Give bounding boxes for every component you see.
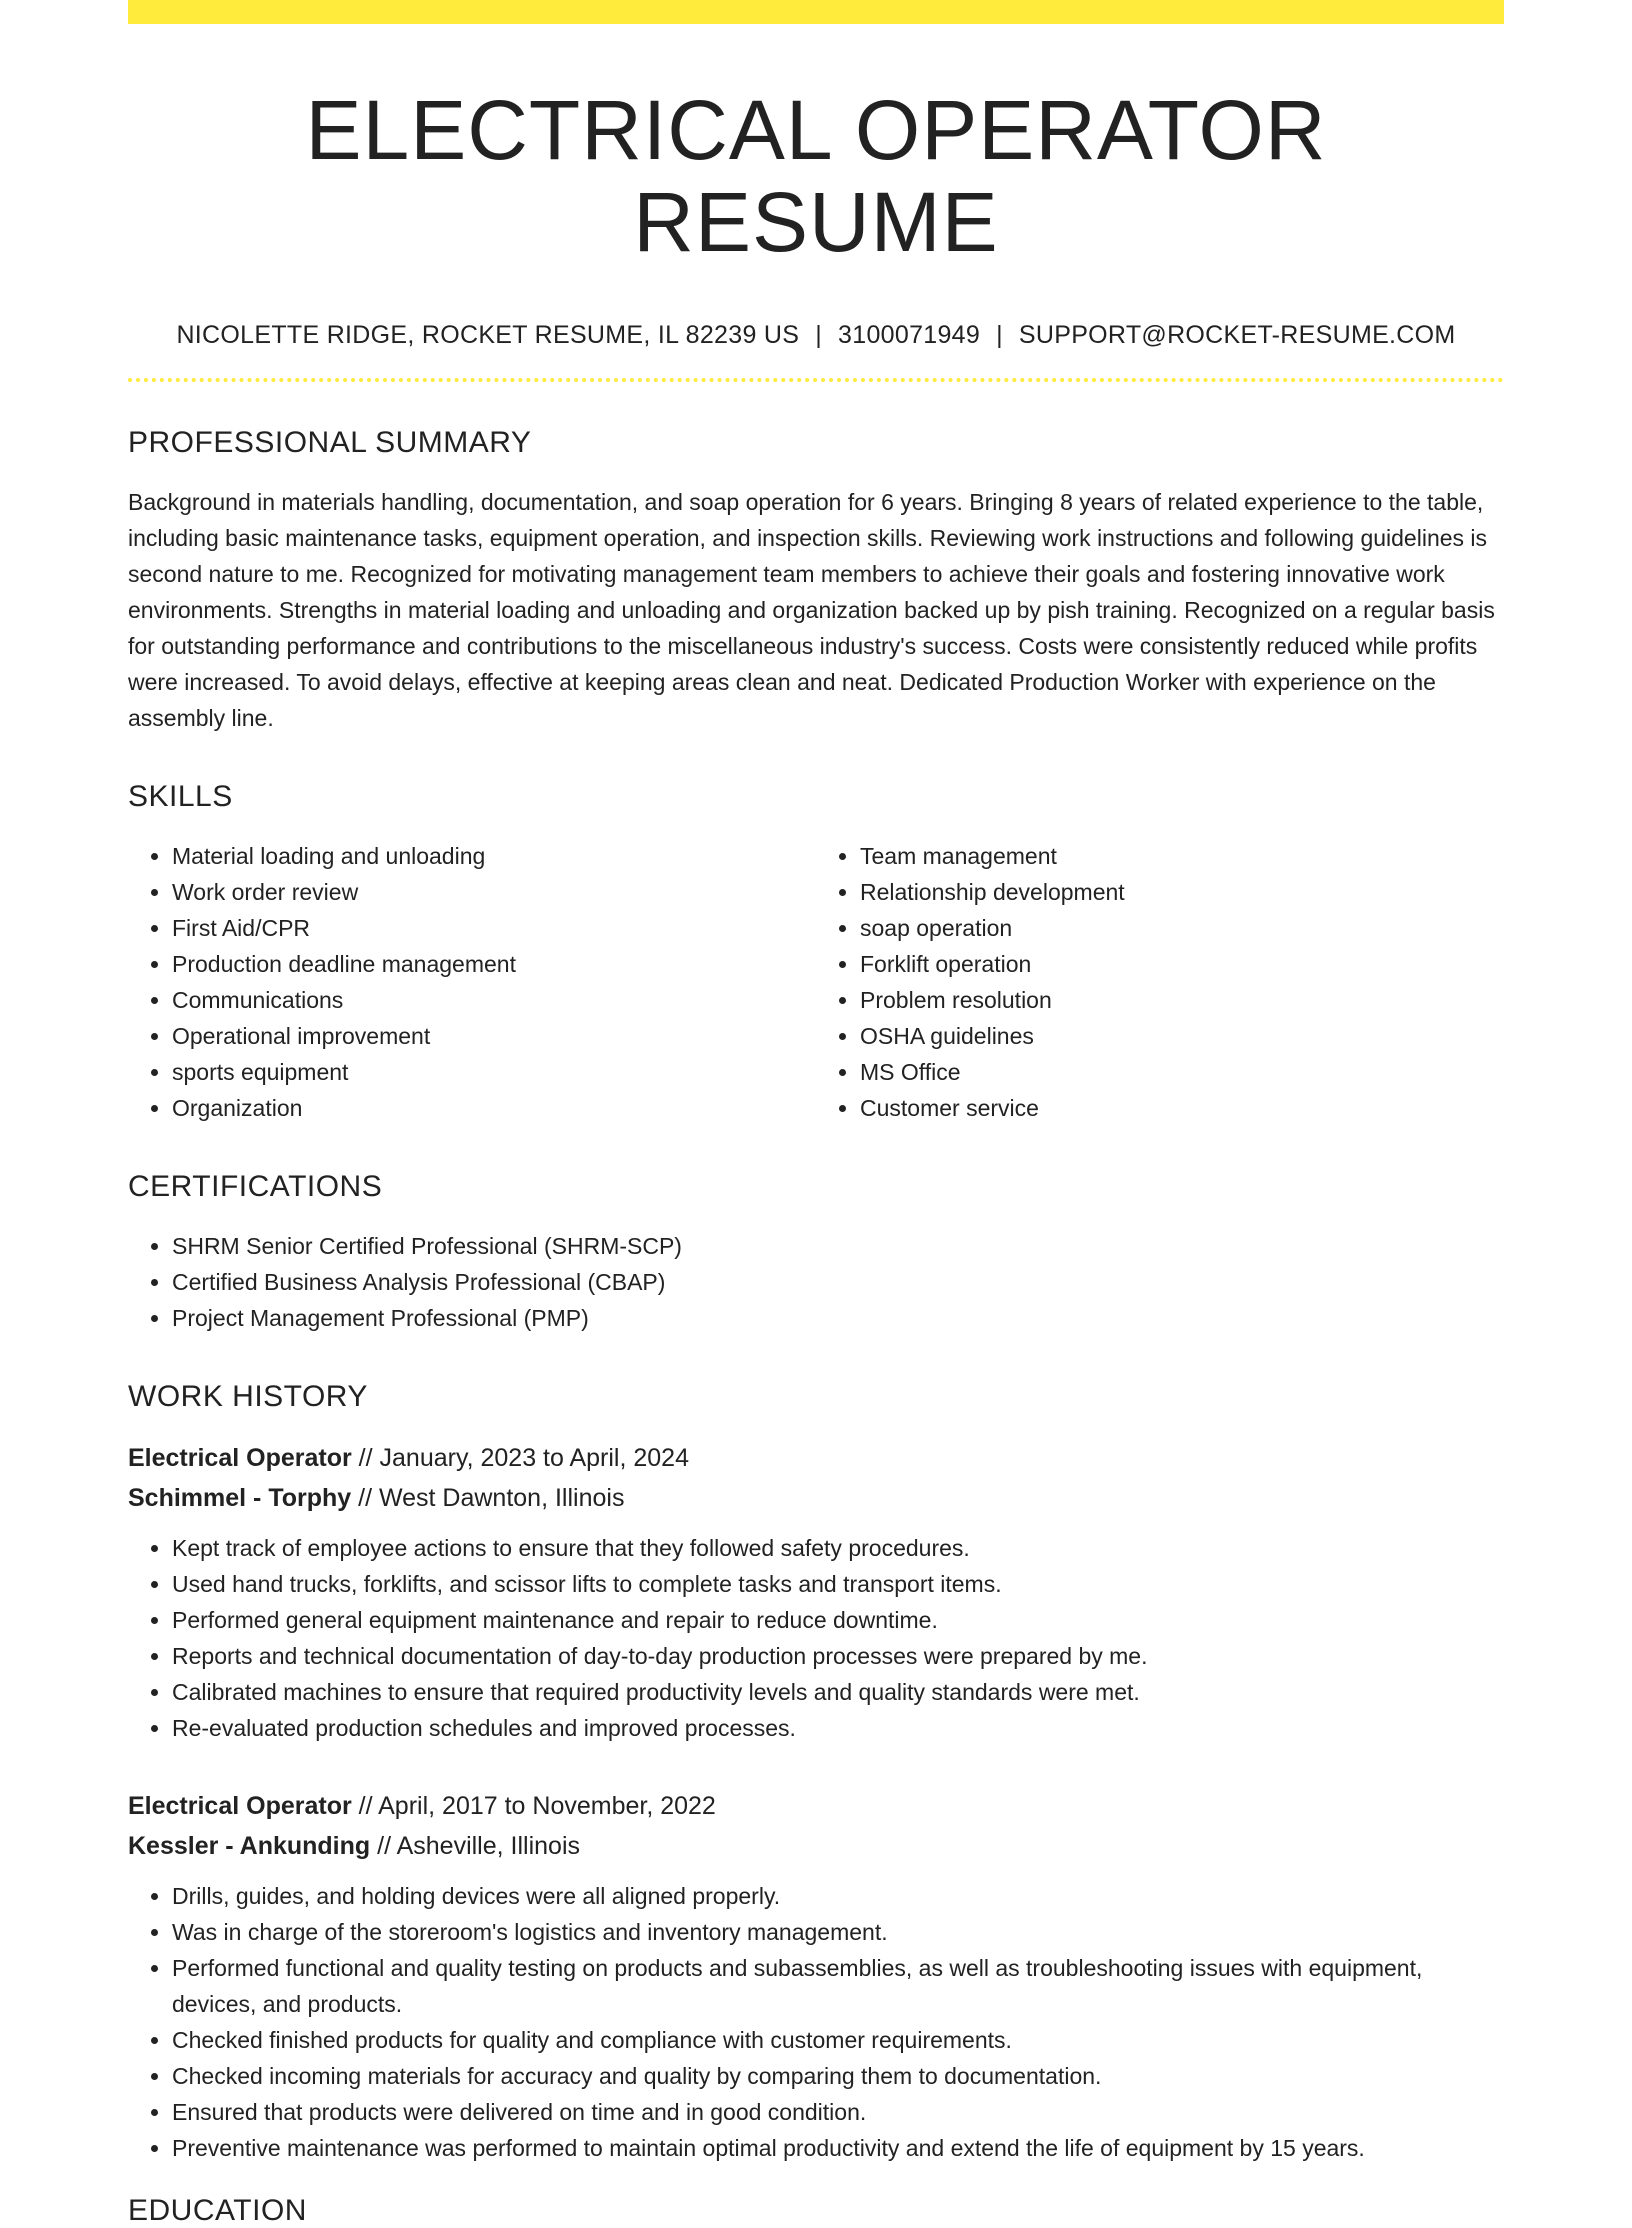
certifications-list (128, 1228, 1504, 1336)
dotted-divider (128, 378, 1504, 382)
skill-item: • sports equipment (172, 1054, 816, 1090)
job-title-line (128, 1786, 1504, 1826)
job-bullet: • Was in charge of the storeroom's logistics and inventory management. (172, 1914, 1504, 1950)
job-bullet: • Checked finished products for quality and compliance with customer requirements. (172, 2022, 1504, 2058)
skill-item: • Work order review (172, 874, 816, 910)
job-bullets (128, 1530, 1504, 1746)
job-location: // Asheville, Illinois (377, 1831, 580, 1860)
job-bullet: • Checked incoming materials for accuracy and quality by comparing them to documentation. (172, 2058, 1504, 2094)
job-title: Electrical Operator (128, 1443, 352, 1472)
job-bullet: • Preventive maintenance was performed to maintain optimal productivity and extend the life of equipment by 15 years. (172, 2130, 1504, 2166)
skill-item: • Customer service (860, 1090, 1504, 1126)
summary-text: Background in materials handling, documentation, and soap operation for 6 years. Bringing 8 years of related experience to the table, including basic maintenance tasks, equipment operation, and inspection skills. Reviewing work instructions and following guidelines is second nature to me. Recognized for motivating management team members to achieve their goals and fostering innovative work environments. Strengths in material loading and unloading and organization backed up by pish training. Recognized on a regular basis for outstanding performance and contributions to the miscellaneous industry's success. Costs were consistently reduced while profits were increased. To avoid delays, effective at keeping areas clean and neat. Dedicated Production Worker with experience on the assembly line. (128, 488, 1495, 731)
job-bullet: • Reports and technical documentation of day-to-day production processes were prepared by me. (172, 1638, 1504, 1674)
job-company-line (128, 1826, 1504, 1866)
job-company: Kessler - Ankunding (128, 1831, 371, 1860)
skill-item: • soap operation (860, 910, 1504, 946)
job-bullet: • Re-evaluated production schedules and improved processes. (172, 1710, 1504, 1746)
contact-separator: | (815, 320, 823, 349)
job-bullet: • Ensured that products were delivered on time and in good condition. (172, 2094, 1504, 2130)
certification-item: • Certified Business Analysis Professional (CBAP) (172, 1264, 1504, 1300)
skill-item: • Relationship development (860, 874, 1504, 910)
skill-item: • OSHA guidelines (860, 1018, 1504, 1054)
job-bullet: • Kept track of employee actions to ensure that they followed safety procedures. (172, 1530, 1504, 1566)
skills-columns (128, 838, 1504, 1126)
summary-heading: PROFESSIONAL SUMMARY (128, 425, 532, 459)
skill-item: • Operational improvement (172, 1018, 816, 1054)
contact-separator: | (996, 320, 1003, 349)
job-entry (128, 1438, 1504, 1746)
job-bullet: • Performed general equipment maintenance and repair to reduce downtime. (172, 1602, 1504, 1638)
job-title: Electrical Operator (128, 1791, 352, 1820)
skills-list-left (128, 838, 816, 1126)
job-dates: // April, 2017 to November, 2022 (358, 1791, 716, 1820)
work-history-heading: WORK HISTORY (128, 1379, 368, 1413)
job-company-line (128, 1478, 1504, 1518)
job-title-line (128, 1438, 1504, 1478)
job-company: Schimmel - Torphy (128, 1483, 352, 1512)
education-heading: EDUCATION (128, 2193, 307, 2227)
contact-line (128, 321, 1504, 350)
skills-heading: SKILLS (128, 779, 233, 813)
skill-item: • Production deadline management (172, 946, 816, 982)
contact-phone[interactable]: 3100071949 (838, 320, 981, 349)
job-bullet: • Calibrated machines to ensure that required productivity levels and quality standards were met. (172, 1674, 1504, 1710)
skill-item: • MS Office (860, 1054, 1504, 1090)
resume-title: ELECTRICAL OPERATOR RESUME (305, 83, 1327, 270)
skill-item: • Team management (860, 838, 1504, 874)
skill-item: • First Aid/CPR (172, 910, 816, 946)
top-accent-bar (128, 0, 1504, 24)
skill-item: • Material loading and unloading (172, 838, 816, 874)
job-location: // West Dawnton, Illinois (358, 1483, 625, 1512)
job-dates: // January, 2023 to April, 2024 (358, 1443, 689, 1472)
skill-item: • Forklift operation (860, 946, 1504, 982)
job-bullets (128, 1878, 1504, 2166)
job-bullet: • Drills, guides, and holding devices were all aligned properly. (172, 1878, 1504, 1914)
skills-list-right (816, 838, 1504, 1126)
certification-item: • SHRM Senior Certified Professional (SHRM-SCP) (172, 1228, 1504, 1264)
skill-item: • Problem resolution (860, 982, 1504, 1018)
resume-page (128, 0, 1504, 2228)
skill-item: • Organization (172, 1090, 816, 1126)
job-bullet: • Performed functional and quality testing on products and subassemblies, as well as troubleshooting issues with equipment, devices, and products. (172, 1950, 1504, 2022)
certification-item: • Project Management Professional (PMP) (172, 1300, 1504, 1336)
contact-address: NICOLETTE RIDGE, ROCKET RESUME, IL 82239 US (176, 320, 800, 349)
contact-email[interactable]: SUPPORT@ROCKET-RESUME.COM (1018, 320, 1456, 349)
job-bullet: • Used hand trucks, forklifts, and scissor lifts to complete tasks and transport items. (172, 1566, 1504, 1602)
skill-item: • Communications (172, 982, 816, 1018)
certifications-heading: CERTIFICATIONS (128, 1169, 383, 1203)
job-entry (128, 1786, 1504, 2166)
